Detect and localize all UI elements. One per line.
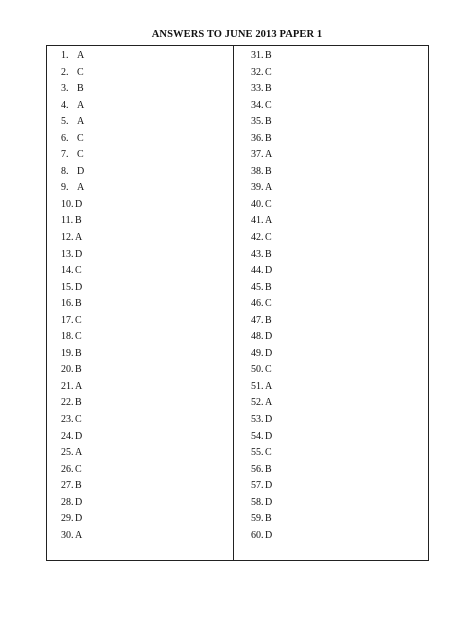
answer-item	[61, 429, 141, 446]
answer-letter: D	[75, 496, 83, 508]
answer-item	[251, 81, 331, 98]
answer-item	[251, 313, 331, 330]
question-number: 55.	[251, 447, 264, 459]
question-number: 16.	[61, 298, 74, 310]
answer-letter: B	[75, 215, 82, 227]
answer-letter: D	[265, 331, 273, 343]
answer-letter: A	[75, 380, 83, 392]
question-number: 14.	[61, 265, 74, 277]
question-number: 44.	[251, 265, 264, 277]
question-number: 12.	[61, 232, 74, 244]
answer-letter: A	[75, 232, 83, 244]
answer-item	[251, 495, 331, 512]
answer-letter: D	[75, 198, 83, 210]
answer-item	[251, 296, 331, 313]
answer-letter: B	[75, 298, 82, 310]
answer-item	[61, 412, 141, 429]
question-number: 54.	[251, 430, 264, 442]
answer-item	[251, 114, 331, 131]
answer-item	[61, 346, 141, 363]
answer-item	[251, 280, 331, 297]
answer-item	[61, 247, 141, 264]
answer-item	[251, 48, 331, 65]
answer-letter: C	[77, 66, 84, 78]
answer-letter: B	[75, 347, 82, 359]
question-number: 46.	[251, 298, 264, 310]
answer-letter: B	[265, 314, 272, 326]
answer-item	[251, 65, 331, 82]
question-number: 59.	[251, 513, 264, 525]
question-number: 24.	[61, 430, 74, 442]
question-number: 25.	[61, 447, 74, 459]
answer-item	[61, 147, 141, 164]
question-number: 39.	[251, 182, 264, 194]
question-number: 21.	[61, 380, 74, 392]
question-number: 18.	[61, 331, 74, 343]
answer-item	[251, 164, 331, 181]
answer-item	[61, 462, 141, 479]
answer-item	[61, 81, 141, 98]
answer-letter: D	[265, 496, 273, 508]
answer-item	[61, 379, 141, 396]
question-number: 29.	[61, 513, 74, 525]
answer-item	[61, 164, 141, 181]
answer-letter: A	[77, 50, 85, 61]
question-number: 5.	[61, 116, 69, 128]
answer-letter: C	[75, 463, 82, 475]
question-number: 35.	[251, 116, 264, 128]
answer-letter: A	[77, 116, 85, 128]
answer-letter: D	[265, 480, 273, 492]
answer-letter: C	[265, 447, 272, 459]
answer-letter: C	[265, 298, 272, 310]
answer-item	[61, 230, 141, 247]
answer-letter: C	[77, 149, 84, 161]
answer-item	[61, 395, 141, 412]
answer-item	[251, 462, 331, 479]
answer-letter: B	[75, 480, 82, 492]
answer-item	[251, 247, 331, 264]
question-number: 8.	[61, 165, 69, 177]
question-number: 41.	[251, 215, 264, 227]
answer-item	[61, 329, 141, 346]
answer-item	[251, 230, 331, 247]
question-number: 47.	[251, 314, 264, 326]
question-number: 60.	[251, 529, 264, 541]
question-number: 52.	[251, 397, 264, 409]
answer-item	[61, 197, 141, 214]
question-number: 23.	[61, 414, 74, 426]
answer-letter: B	[75, 397, 82, 409]
question-number: 58.	[251, 496, 264, 508]
answer-item	[251, 180, 331, 197]
question-number: 2.	[61, 66, 69, 78]
question-number: 26.	[61, 463, 74, 475]
answer-letter: D	[265, 265, 273, 277]
question-number: 38.	[251, 165, 264, 177]
question-number: 27.	[61, 480, 74, 492]
answer-item	[61, 114, 141, 131]
answer-letter: B	[75, 364, 82, 376]
answer-item	[251, 478, 331, 495]
answer-letter: C	[265, 198, 272, 210]
question-number: 57.	[251, 480, 264, 492]
answer-letter: D	[75, 513, 83, 525]
question-number: 13.	[61, 248, 74, 260]
answer-letter: A	[265, 149, 273, 161]
answer-letter: C	[75, 314, 82, 326]
answer-letter: A	[75, 529, 83, 541]
answer-item	[61, 280, 141, 297]
answer-item	[251, 379, 331, 396]
question-number: 22.	[61, 397, 74, 409]
answer-letter: B	[265, 463, 272, 475]
question-number: 1.	[61, 50, 69, 61]
question-number: 6.	[61, 132, 69, 144]
question-number: 4.	[61, 99, 69, 111]
answer-item	[61, 48, 141, 65]
question-number: 32.	[251, 66, 264, 78]
answer-item	[251, 395, 331, 412]
answer-letter: A	[75, 447, 83, 459]
answer-letter: A	[265, 380, 273, 392]
answer-letter: A	[265, 182, 273, 194]
question-number: 28.	[61, 496, 74, 508]
question-number: 10.	[61, 198, 74, 210]
answer-letter: C	[265, 99, 272, 111]
question-number: 34.	[251, 99, 264, 111]
answer-item	[251, 445, 331, 462]
question-number: 36.	[251, 132, 264, 144]
answer-letter: B	[265, 165, 272, 177]
question-number: 15.	[61, 281, 74, 293]
answer-letter: D	[265, 529, 273, 541]
answer-item	[251, 362, 331, 379]
answer-item	[251, 429, 331, 446]
answer-letter: A	[265, 215, 273, 227]
answer-letter: B	[77, 83, 84, 95]
answer-item	[61, 478, 141, 495]
answer-item	[251, 346, 331, 363]
page-title: ANSWERS TO JUNE 2013 PAPER 1	[151, 29, 323, 40]
answer-column-right	[251, 48, 331, 544]
question-number: 3.	[61, 83, 69, 95]
answer-letter: B	[265, 116, 272, 128]
answer-item	[251, 98, 331, 115]
question-number: 33.	[251, 83, 264, 95]
question-number: 43.	[251, 248, 264, 260]
answer-item	[61, 263, 141, 280]
answer-letter: C	[75, 265, 82, 277]
answer-letter: A	[77, 182, 85, 194]
answer-letter: D	[265, 414, 273, 426]
answer-letter: B	[265, 132, 272, 144]
answer-item	[61, 180, 141, 197]
answer-letter: C	[265, 66, 272, 78]
question-number: 37.	[251, 149, 264, 161]
answer-column-left	[61, 48, 141, 544]
answer-item	[61, 445, 141, 462]
answer-letter: D	[75, 281, 83, 293]
answer-letter: D	[265, 347, 273, 359]
question-number: 50.	[251, 364, 264, 376]
column-divider	[233, 45, 234, 561]
answer-item	[251, 263, 331, 280]
answer-item	[61, 313, 141, 330]
answer-letter: D	[75, 248, 83, 260]
answer-letter: C	[75, 331, 82, 343]
answer-item	[251, 197, 331, 214]
answer-letter: B	[265, 513, 272, 525]
answer-letter: A	[77, 99, 85, 111]
answer-letter: B	[265, 83, 272, 95]
answer-item	[61, 98, 141, 115]
answer-item	[251, 528, 331, 545]
answer-item	[251, 511, 331, 528]
answer-item	[61, 131, 141, 148]
answer-item	[251, 412, 331, 429]
answer-letter: C	[77, 132, 84, 144]
answer-item	[61, 65, 141, 82]
answer-letter: C	[265, 232, 272, 244]
question-number: 53.	[251, 414, 264, 426]
question-number: 45.	[251, 281, 264, 293]
question-number: 48.	[251, 331, 264, 343]
answer-item	[251, 213, 331, 230]
answer-item	[251, 147, 331, 164]
answer-letter: B	[265, 50, 272, 61]
answer-item	[251, 131, 331, 148]
answer-item	[61, 495, 141, 512]
answer-item	[61, 511, 141, 528]
answer-item	[251, 329, 331, 346]
question-number: 56.	[251, 463, 264, 475]
answer-letter: B	[265, 281, 272, 293]
answer-letter: D	[265, 430, 273, 442]
answer-item	[61, 362, 141, 379]
answer-letter: A	[265, 397, 273, 409]
question-number: 40.	[251, 198, 264, 210]
answer-item	[61, 213, 141, 230]
question-number: 11.	[61, 215, 74, 227]
answer-item	[61, 296, 141, 313]
answer-letter: D	[77, 165, 85, 177]
answer-letter: C	[75, 414, 82, 426]
question-number: 49.	[251, 347, 264, 359]
question-number: 30.	[61, 529, 74, 541]
question-number: 51.	[251, 380, 264, 392]
question-number: 31.	[251, 50, 264, 61]
question-number: 17.	[61, 314, 74, 326]
question-number: 20.	[61, 364, 74, 376]
question-number: 19.	[61, 347, 74, 359]
question-number: 9.	[61, 182, 69, 194]
answer-letter: B	[265, 248, 272, 260]
question-number: 7.	[61, 149, 69, 161]
answer-item	[61, 528, 141, 545]
answer-letter: C	[265, 364, 272, 376]
question-number: 42.	[251, 232, 264, 244]
answer-letter: D	[75, 430, 83, 442]
